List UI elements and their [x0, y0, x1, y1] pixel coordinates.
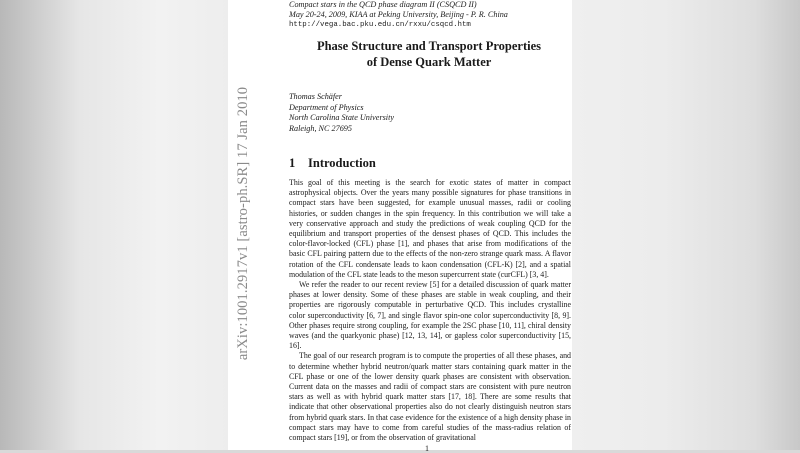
author-block — [289, 92, 489, 134]
background-left — [0, 0, 228, 450]
arxiv-identifier-text: arXiv:1001.2917v1 [astro-ph.SR] 17 Jan 2010 — [235, 86, 252, 360]
paragraph-2: We refer the reader to our recent review [5] for a detailed discussion of quark matter phases at lower density. Some of these phases are stable in weak coupling, and their properties are rigorously computable in perturbative QCD. This includes crystalline color superconductivity [6, 7], and single flavor spin-one color superconductivity [8, 9]. Other phases require strong coupling, for example the 2SC phase [10, 11], chiral density waves (and the quarkyonic phase) [12, 13, 14], or gapless color superconductivity [15, 16]. — [289, 280, 571, 351]
author-university: North Carolina State University — [289, 113, 394, 123]
author-name: Thomas Schäfer — [289, 92, 342, 101]
paper-title-line-2: of Dense Quark Matter — [366, 55, 492, 69]
section-number: 1 — [289, 156, 296, 170]
section-heading — [289, 156, 376, 171]
author-department: Department of Physics — [289, 102, 364, 112]
paper-title-line-1: Phase Structure and Transport Properties — [316, 39, 542, 53]
arxiv-identifier — [234, 86, 254, 360]
section-title: Introduction — [308, 156, 376, 170]
paragraph-3: The goal of our research program is to compute the properties of all these phases, and to determine whether hybrid neutron/quark matter stars containing quark matter in the CFL phase or one of the lower density quark phases are consistent with observation. Current data on the masses and radii of compact stars are consistent with pure neutron stars as well as with hybrid quark matter stars [17, 18]. There are some results that indicate that other observational properties also do not clearly distinguish neutron stars from hybrid quark stars. In that case evidence for the existence of a high density phase in compact stars may have to come from careful studies of the mass-radius relation of compact stars [19], or from the observation of gravitational — [289, 351, 571, 443]
conference-line-1: Compact stars in the QCD phase diagram II (CSQCD II) — [289, 0, 477, 9]
background-right — [572, 0, 800, 450]
author-city: Raleigh, NC 27695 — [289, 123, 352, 133]
paper-title — [289, 38, 569, 70]
paragraph-1: This goal of this meeting is the search for exotic states of matter in compact astrophysical objects. Over the years many possible signatures for phase transitions in compact stars have been suggested, for example unusual masses, radii or cooling histories, or sudden changes in the spin frequency. In this contribution we will take a very conservative approach and study the predictions of weak coupling QCD for the equilibrium and transport properties of the densest phases of QCD. This includes the color-flavor-locked (CFL) phase [1], and phases that arise from modifications of the basic CFL pairing pattern due to the effects of the non-zero strange quark mass. A flavor rotation of the CFL condensate leads to kaon condensation (CFL-K) [2], and a spatial modulation of the CFL state leads to the meson supercurrent state (curCFL) [3, 4]. — [289, 178, 571, 279]
conference-line-2: May 20-24, 2009, KIAA at Peking University, Beijing - P. R. China — [289, 10, 508, 19]
body-text — [289, 178, 571, 443]
conference-url[interactable]: http://vega.bac.pku.edu.cn/rxxu/csqcd.htm — [289, 21, 471, 29]
page-number: 1 — [425, 444, 429, 453]
conference-header — [289, 0, 569, 30]
